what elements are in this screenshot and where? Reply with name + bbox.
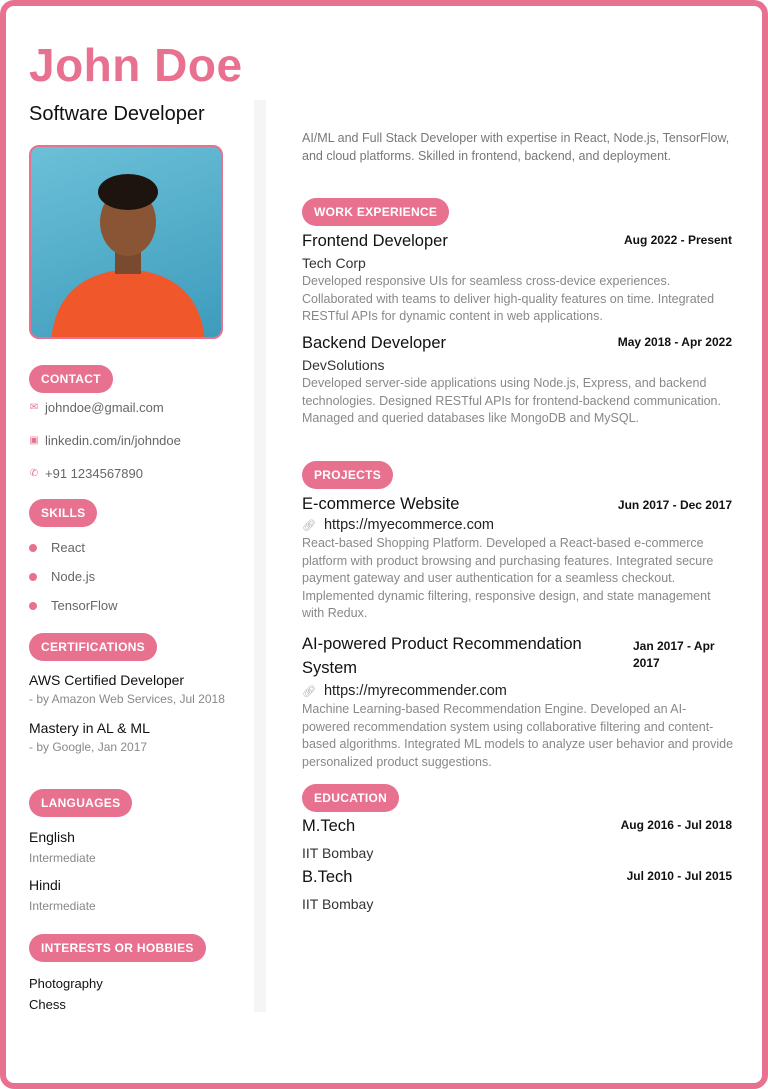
skill-label: React [51, 540, 85, 555]
job-description: Developed server-side applications using Node.js, Express, and backend technologies. Designed RESTful APIs for frontend-backend communication. Managed and queried databases like MongoDB and MySQL. [302, 376, 721, 425]
candidate-name: John Doe [29, 39, 243, 91]
interest-item: Chess [29, 997, 66, 1012]
link-icon: 🔗︎ [302, 685, 316, 698]
cert-detail: - by Amazon Web Services, Jul 2018 [29, 692, 225, 706]
profile-photo [29, 145, 223, 339]
mail-icon: ✉ [29, 402, 39, 413]
work-heading: WORK EXPERIENCE [302, 198, 449, 226]
linkedin-text: linkedin.com/in/johndoe [45, 433, 181, 448]
certifications-heading: CERTIFICATIONS [29, 633, 157, 661]
candidate-role: Software Developer [29, 103, 205, 125]
projects-heading: PROJECTS [302, 461, 393, 489]
school: IIT Bombay [302, 896, 374, 912]
column-divider [254, 100, 266, 1012]
cert-name: AWS Certified Developer [29, 672, 185, 688]
skill-item [29, 598, 117, 613]
job-title: Backend Developer [302, 334, 447, 352]
skills-heading: SKILLS [29, 499, 97, 527]
cert-detail: - by Google, Jan 2017 [29, 740, 148, 754]
education-date: Aug 2016 - Jul 2018 [620, 818, 732, 832]
project-url: https://myecommerce.com [323, 517, 494, 533]
skill-item [29, 569, 95, 584]
project-link[interactable] [302, 683, 768, 699]
language-level: Intermediate [29, 851, 96, 865]
linkedin-icon: ▣ [29, 435, 39, 446]
project-date: Jun 2017 - Dec 2017 [617, 498, 732, 512]
language-name: English [29, 829, 75, 845]
job-title: Frontend Developer [302, 232, 448, 250]
education-heading: EDUCATION [302, 784, 399, 812]
school: IIT Bombay [302, 845, 374, 861]
project-url: https://myrecommender.com [323, 683, 507, 699]
project-date: Jan 2017 - Apr 2017 [633, 639, 715, 670]
interest-item: Photography [29, 976, 103, 991]
languages-heading: LANGUAGES [29, 789, 132, 817]
job-company: Tech Corp [302, 255, 366, 271]
education-date: Jul 2010 - Jul 2015 [626, 869, 732, 883]
job-company: DevSolutions [302, 357, 385, 373]
language-level: Intermediate [29, 899, 96, 913]
job-description: Developed responsive UIs for seamless cross-device experiences. Collaborated with teams to deliver high-quality features on time. Integrated RESTful APIs for dynamic content in web applications. [302, 274, 715, 323]
project-link[interactable] [302, 517, 768, 533]
phone-icon: ✆ [29, 468, 39, 479]
degree: M.Tech [302, 817, 356, 835]
project-description: Machine Learning-based Recommendation Engine. Developed an AI-powered recommendation system using collaborative filtering and content-based algorithms. Integrated ML models to analyze user behavior and provide personalized product suggestions. [302, 702, 734, 769]
bullet-icon [29, 573, 37, 581]
skill-label: TensorFlow [51, 598, 118, 613]
link-icon: 🔗︎ [302, 519, 316, 532]
bullet-icon [29, 544, 37, 552]
skill-label: Node.js [51, 569, 96, 584]
contact-email[interactable] [29, 400, 164, 415]
degree: B.Tech [302, 868, 353, 886]
language-name: Hindi [29, 877, 61, 893]
contact-phone [29, 466, 143, 481]
contact-heading: CONTACT [29, 365, 113, 393]
skill-item [29, 540, 85, 555]
job-date: May 2018 - Apr 2022 [617, 335, 732, 349]
email-text: johndoe@gmail.com [45, 400, 164, 415]
project-description: React-based Shopping Platform. Developed a React-based e-commerce platform with product browsing and purchasing features. Integrated secure payment gateway and user authentication for a seamless checkout. Implemented dynamic filtering, responsive design, and state management with Redux. [302, 536, 714, 620]
project-title: AI-powered Product Recommendation System [302, 635, 582, 677]
contact-linkedin[interactable] [29, 433, 181, 448]
bullet-icon [29, 602, 37, 610]
project-title: E-commerce Website [302, 495, 460, 513]
summary: AI/ML and Full Stack Developer with expertise in React, Node.js, TensorFlow, and cloud platforms. Skilled in frontend, backend, and deployment. [302, 131, 730, 163]
phone-text: +91 1234567890 [45, 466, 143, 481]
interests-heading: INTERESTS OR HOBBIES [29, 934, 206, 962]
job-date: Aug 2022 - Present [623, 233, 732, 247]
cert-name: Mastery in AL & ML [29, 720, 150, 736]
